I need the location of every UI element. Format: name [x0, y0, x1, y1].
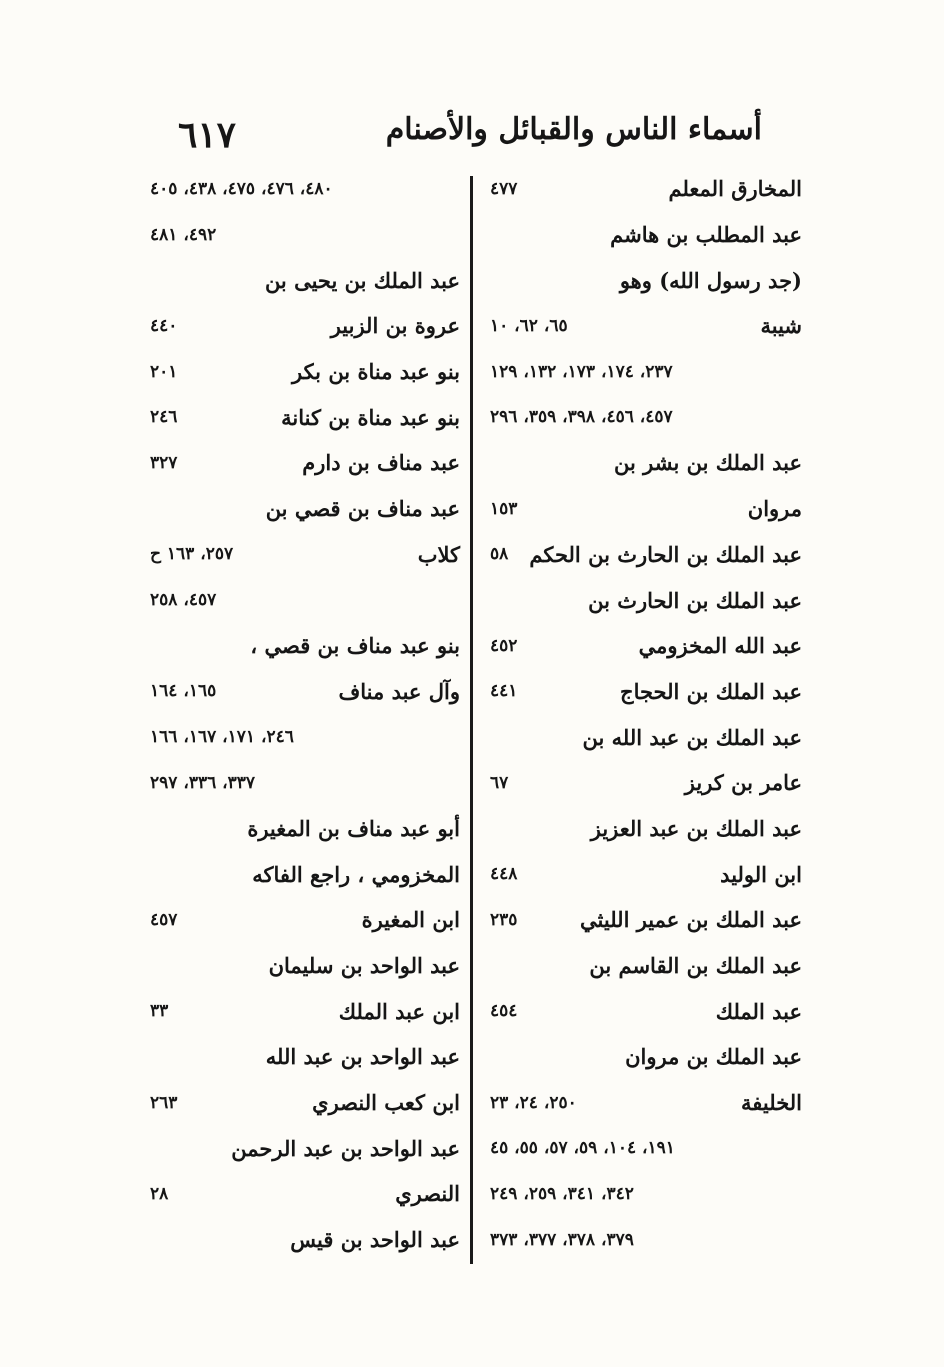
entry-name: عبد الواحد بن قيس: [290, 1227, 460, 1253]
entry-pages: ٤٥٧، ٤٥٦، ٣٩٨، ٣٥٩، ٢٩٦: [490, 407, 673, 428]
entry-pages: ٢٤٦: [150, 407, 178, 428]
entry-name: عروة بن الزبير: [330, 313, 460, 339]
page-header: [0, 108, 944, 162]
index-entry: [486, 623, 802, 669]
entry-pages: ٤٤١: [490, 681, 518, 702]
entry-name: كلاب: [417, 541, 460, 567]
index-entry: [486, 212, 802, 258]
entry-name: ابن الوليد: [720, 861, 802, 887]
index-entry: [146, 1171, 460, 1217]
entry-pages: ٦٥، ٦٢، ١٠: [490, 315, 568, 336]
index-entry: [146, 897, 460, 943]
index-entry: [486, 1125, 802, 1171]
entry-pages: ١٩١، ١٠٤، ٥٩، ٥٧، ٥٥، ٤٥: [490, 1138, 675, 1159]
index-entry: [486, 988, 802, 1034]
entry-name: عبد الواحد بن عبد الله: [265, 1044, 460, 1070]
entry-pages: ٢٣٧، ١٧٤، ١٧٣، ١٣٢، ١٢٩: [490, 361, 673, 382]
entry-pages: ٢٤٦، ١٧١، ١٦٧، ١٦٦: [150, 727, 294, 748]
entry-name: عامر بن كريز: [684, 770, 802, 796]
entry-pages: ٤٧٧: [490, 178, 518, 199]
column-divider: [470, 176, 473, 1264]
index-entry: [146, 303, 460, 349]
page-number: ٦١٧: [178, 114, 237, 156]
entry-name: النصري: [395, 1181, 460, 1207]
entry-name: عبد المطلب بن هاشم: [610, 222, 802, 248]
entry-name: عبد الملك بن يحيى بن: [264, 267, 460, 293]
entry-pages: ٢٨: [150, 1183, 169, 1204]
running-title: أسماء الناس والقبائل والأصنام: [385, 112, 762, 147]
entry-pages: ٢٥٧، ١٦٣ ح: [150, 544, 234, 565]
entry-pages: ١٥٣: [490, 498, 518, 519]
index-entry: [486, 1034, 802, 1080]
entry-name: عبد الملك بن الحارث بن الحكم: [529, 541, 802, 567]
entry-pages: ١٦٥، ١٦٤: [150, 681, 217, 702]
entry-name: ابن عبد الملك: [338, 998, 460, 1024]
index-entry: [486, 166, 802, 212]
index-entry: [146, 1080, 460, 1126]
entry-name: عبد الملك بن الحارث بن: [588, 587, 802, 613]
entry-pages: ٤٥٤: [490, 1001, 518, 1022]
index-entry: [146, 806, 460, 852]
entry-name: مروان: [747, 496, 802, 522]
index-entry: [486, 897, 802, 943]
entry-pages: ٣٢٧: [150, 452, 178, 473]
entry-name: وآل عبد مناف: [338, 678, 460, 704]
entry-name: ابن المغيرة: [361, 907, 460, 933]
index-entry: [486, 1171, 802, 1217]
entry-pages: ٤٤٨: [490, 864, 518, 885]
index-entry: [146, 349, 460, 395]
index-entry: [486, 486, 802, 532]
entry-name: عبد الله المخزومي: [638, 633, 802, 659]
entry-name: عبد الملك بن عبد العزيز: [590, 815, 802, 841]
entry-name: عبد الواحد بن سليمان: [268, 953, 460, 979]
index-entry: [146, 440, 460, 486]
index-entry: [146, 257, 460, 303]
entry-name: عبد الملك بن القاسم بن: [589, 953, 802, 979]
entry-name: عبد الملك بن بشر بن: [614, 450, 802, 476]
entry-name: عبد مناف بن قصي بن: [265, 496, 460, 522]
index-entry: [486, 943, 802, 989]
entry-name: عبد الملك: [715, 998, 802, 1024]
entry-pages: ٤٤٠: [150, 315, 178, 336]
index-entry: [486, 440, 802, 486]
index-entry: [146, 1125, 460, 1171]
entry-pages: ٤٩٢، ٤٨١: [150, 224, 217, 245]
entry-name: الخليفة: [741, 1090, 802, 1116]
index-entry: [486, 394, 802, 440]
entry-name: عبد الملك بن عبد الله بن: [582, 724, 802, 750]
entry-name: بنو عبد مناف بن قصي ،: [250, 633, 460, 659]
index-entry: [486, 806, 802, 852]
entry-name: (جد رسول الله) وهو: [619, 267, 802, 293]
index-entry: [146, 988, 460, 1034]
index-entry: [486, 851, 802, 897]
index-entry: [146, 486, 460, 532]
index-entry: [486, 714, 802, 760]
index-entry: [146, 212, 460, 258]
index-entry: [146, 623, 460, 669]
entry-name: عبد مناف بن دارم: [302, 450, 460, 476]
entry-pages: ٤٨٠، ٤٧٦، ٤٧٥، ٤٣٨، ٤٠٥: [150, 178, 333, 199]
entry-pages: ٤٥٧، ٢٥٨: [150, 590, 217, 611]
entry-name: بنو عبد مناة بن بكر: [291, 359, 460, 385]
entry-pages: ٢٥٠، ٢٤، ٢٣: [490, 1092, 577, 1113]
index-entry: [146, 669, 460, 715]
index-entry: [486, 1217, 802, 1263]
entry-pages: ٣٣: [150, 1001, 169, 1022]
entry-name: المخزومي ، راجع الفاكه: [252, 861, 460, 887]
entry-name: أبو عبد مناف بن المغيرة: [247, 815, 460, 841]
index-entry: [486, 760, 802, 806]
left-index-column: [146, 166, 460, 1263]
index-entry: [146, 943, 460, 989]
index-entry: [146, 1034, 460, 1080]
index-entry: [486, 257, 802, 303]
index-entry: [146, 532, 460, 578]
entry-name: ابن كعب النصري: [312, 1090, 460, 1116]
index-entry: [146, 714, 460, 760]
index-entry: [486, 303, 802, 349]
entry-pages: ٥٨: [490, 544, 509, 565]
entry-pages: ٣٣٧، ٣٣٦، ٢٩٧: [150, 772, 256, 793]
index-entry: [486, 1080, 802, 1126]
index-entry: [146, 166, 460, 212]
entry-name: بنو عبد مناة بن كنانة: [281, 404, 460, 430]
index-entry: [486, 532, 802, 578]
index-entry: [146, 1217, 460, 1263]
index-entry: [486, 577, 802, 623]
index-entry: [146, 577, 460, 623]
entry-name: عبد الملك بن الحجاج: [620, 678, 802, 704]
entry-pages: ٣٤٢، ٣٤١، ٢٥٩، ٢٤٩: [490, 1183, 634, 1204]
entry-name: المخارق المعلم: [668, 176, 802, 202]
index-entry: [146, 851, 460, 897]
entry-pages: ٢٠١: [150, 361, 178, 382]
entry-pages: ٢٣٥: [490, 909, 518, 930]
index-entry: [146, 760, 460, 806]
entry-pages: ٢٦٣: [150, 1092, 178, 1113]
right-index-column: [486, 166, 802, 1263]
entry-pages: ٦٧: [490, 772, 509, 793]
index-entry: [486, 349, 802, 395]
entry-pages: ٤٥٢: [490, 635, 518, 656]
entry-pages: ٣٧٩، ٣٧٨، ٣٧٧، ٣٧٣: [490, 1229, 634, 1250]
index-entry: [486, 669, 802, 715]
entry-name: عبد الملك بن عمير الليثي: [580, 907, 802, 933]
index-entry: [146, 394, 460, 440]
entry-name: شيبة: [760, 313, 802, 339]
entry-name: عبد الملك بن مروان: [625, 1044, 802, 1070]
entry-name: عبد الواحد بن عبد الرحمن: [231, 1135, 460, 1161]
entry-pages: ٤٥٧: [150, 909, 178, 930]
